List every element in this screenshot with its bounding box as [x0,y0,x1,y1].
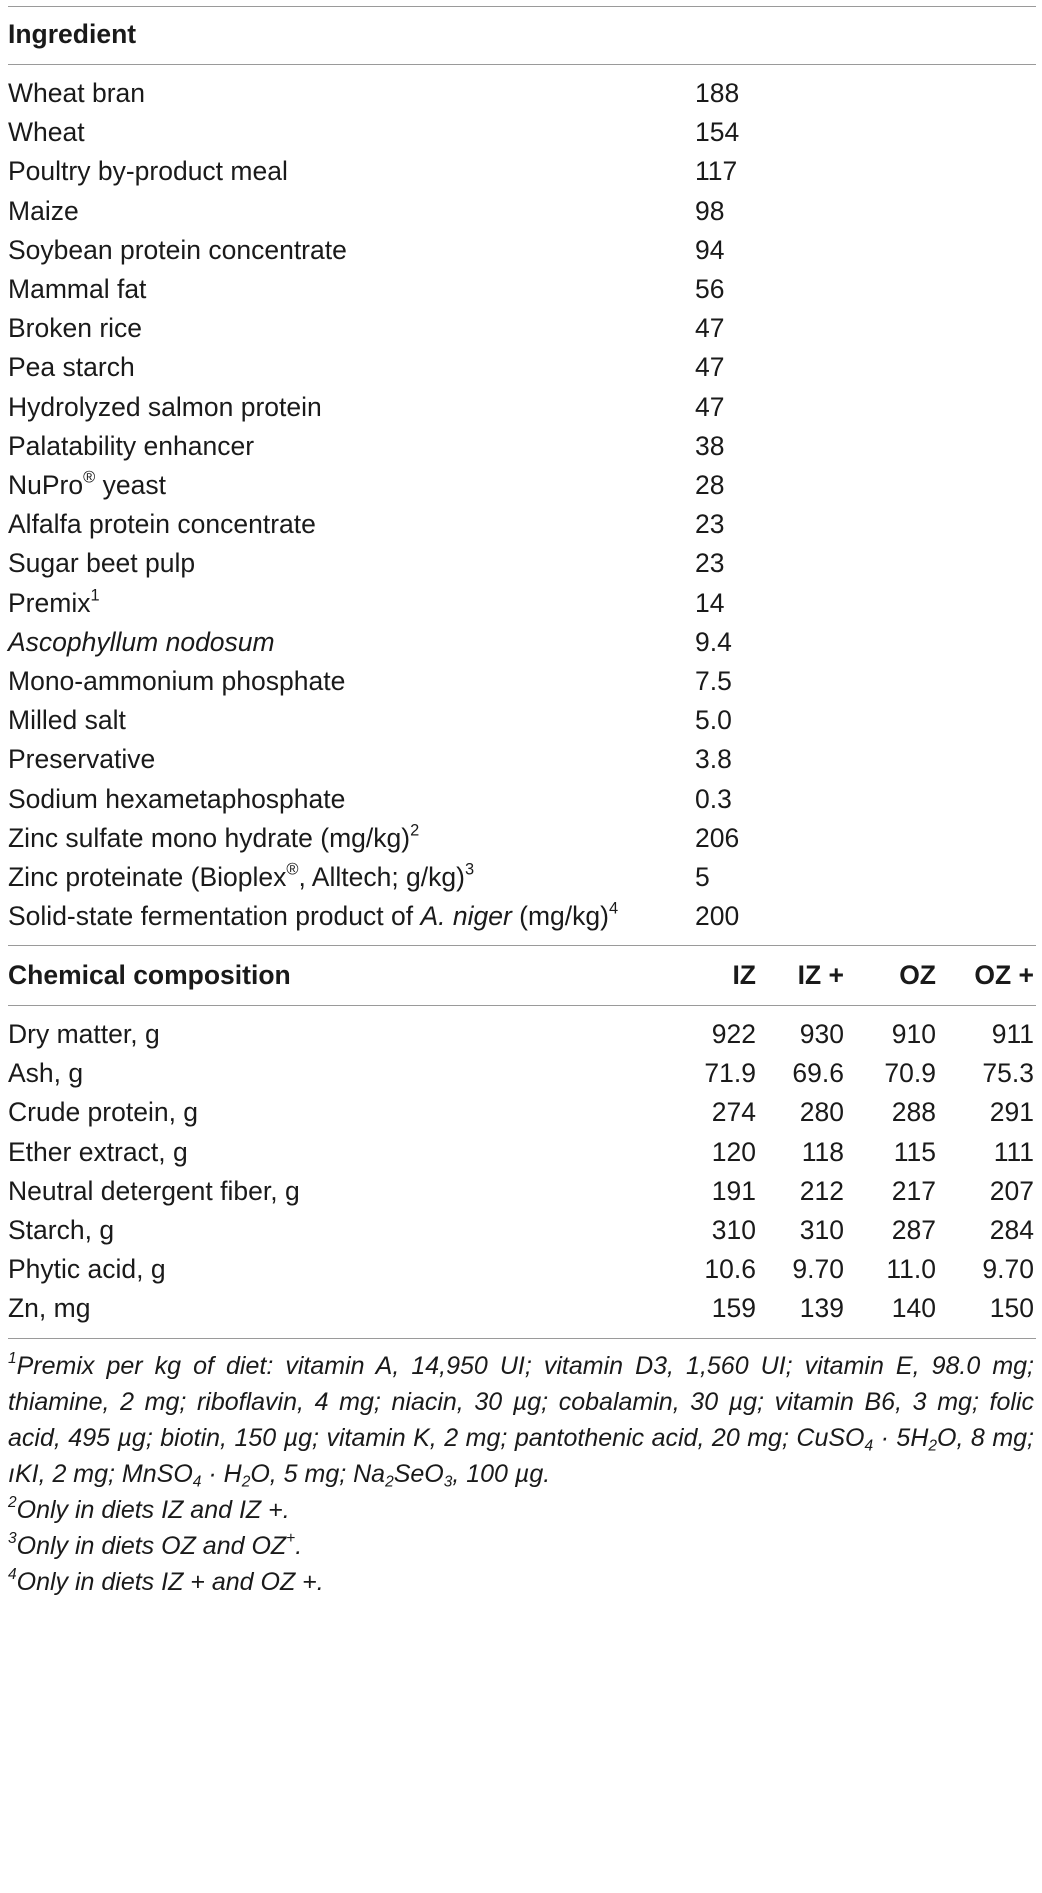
ingredient-row [8,860,1036,894]
ingredient-row [8,821,1036,855]
ingredient-row [8,350,1036,384]
ingredient-value: 14 [695,587,725,618]
col-header-oz-plus: OZ + [974,960,1034,990]
chemical-value: 111 [993,1136,1034,1167]
ingredient-row [8,468,1036,502]
chemical-name: Neutral detergent fiber, g [8,1175,300,1206]
ingredient-value: 5.0 [695,705,732,736]
ingredient-name: Poultry by-product meal [8,156,288,187]
ingredient-row [8,586,1036,620]
ingredient-value: 47 [695,352,725,383]
chemical-row [8,1095,1036,1129]
chemical-value: 217 [891,1175,936,1206]
chemical-value: 191 [711,1175,756,1206]
chemical-row [8,1213,1036,1247]
ingredient-row [8,664,1036,698]
section-rule [8,945,1036,946]
ingredient-row [8,742,1036,776]
chemical-value: 310 [799,1215,844,1245]
chemical-value: 288 [891,1097,936,1128]
ingredient-name: Sodium hexametaphosphate [8,783,346,814]
ingredient-row [8,546,1036,580]
ingredient-value: 23 [695,548,725,579]
ingredient-name: Palatability enhancer [8,430,255,461]
ingredient-row [8,311,1036,345]
chemical-row [8,1291,1036,1325]
chemical-name: Ether extract, g [8,1136,188,1167]
chemical-row [8,1252,1036,1286]
chemical-value: 11.0 [886,1254,936,1285]
chemical-value: 150 [989,1293,1034,1324]
ingredient-row [8,625,1036,659]
chemical-value: 120 [711,1136,756,1167]
chemical-value: 910 [891,1019,936,1049]
chemical-value: 9.70 [792,1254,844,1285]
ingredient-value: 56 [695,274,725,304]
ingredient-name: Maize [8,195,79,226]
ingredient-value: 7.5 [695,666,732,696]
ingredient-row [8,154,1036,188]
ingredient-value: 154 [695,117,740,148]
ingredient-value: 23 [695,509,725,540]
ingredient-name: Zinc proteinate (Bioplex®, Alltech; g/kg)$^3$ [8,860,475,892]
ingredient-value: 5 [695,862,710,892]
chemical-value: 9.70 [982,1254,1034,1285]
ingredient-name: NuPro® yeast [8,468,166,500]
ingredient-value: 94 [695,234,725,265]
chem-header-label: Chemical composition [8,960,291,990]
chemical-name: Crude protein, g [8,1097,199,1128]
chemical-name: Ash, g [8,1058,84,1089]
chemical-name: Phytic acid, g [8,1254,166,1285]
ingredient-row [8,233,1036,267]
ingredient-value: 98 [695,195,725,226]
ingredient-row [8,507,1036,541]
ingredient-value: 28 [695,470,725,500]
ingredient-row [8,703,1036,737]
ingredient-name: Ascophyllum nodosum [8,626,275,657]
chem-header-rule [8,1005,1036,1006]
ingredient-value: 47 [695,391,725,422]
chemical-value: 212 [799,1175,844,1206]
footnote-4: $^4$Only in diets IZ + and OZ +. [8,1566,324,1596]
footnote-1: $^1$Premix per kg of diet: vitamin A, 14,950 UI; vitamin D3, 1,560 UI; vitamin E, 98.0 mg; thiamine, 2 mg; riboflavin, 4 mg; niacin, 30 µg; cobalamin, 30 µg; vitamin B6, 3 mg; folic acid, 495 µg; biotin, 150 µg; vitamin K, 2 mg; pantothenic acid, 20 mg; CuSO$_4$ · $5H_2O$, 8 mg; ıKI, 2 mg; MnSO$_4$ · $H_2O$, 5 mg; $Na_2SeO_3$, 100 µg. [8,1350,1035,1491]
footnote-3: $^3$Only in diets OZ and OZ+. [8,1530,303,1560]
chemical-value: 75.3 [982,1058,1034,1089]
chem-header-row [8,958,1036,992]
chemical-row [8,1174,1036,1208]
chemical-row [8,1056,1036,1090]
ingredient-row [8,115,1036,149]
top-rule [8,6,1036,7]
ingredient-name: Milled salt [8,705,126,736]
chemical-value: 115 [893,1136,936,1167]
ingredient-name: Wheat bran [8,78,145,108]
ingredient-value: 47 [695,313,725,344]
chemical-value: 159 [711,1293,756,1324]
chemical-value: 140 [891,1293,936,1324]
ingredient-value: 3.8 [695,744,732,775]
chemical-name: Dry matter, g [8,1019,160,1049]
ingredient-value: 188 [695,78,740,108]
chemical-value: 911 [991,1019,1034,1049]
chemical-name: Zn, mg [8,1293,91,1324]
ingredient-row [8,76,1036,110]
chemical-value: 280 [799,1097,844,1128]
ingredient-value: 38 [695,430,725,461]
ingredient-row [8,194,1036,228]
ingredient-header-row [8,17,1036,51]
chemical-value: 69.6 [792,1058,844,1089]
ingredient-name: Wheat [8,117,85,148]
ingredient-value: 200 [695,901,740,932]
ingredient-name: Preservative [8,744,156,775]
chemical-value: 71.9 [704,1058,756,1089]
footnotes [8,1348,1034,1600]
ingredient-row [8,782,1036,816]
ingredient-value: 0.3 [695,783,732,814]
chemical-value: 274 [711,1097,756,1128]
chemical-value: 10.6 [704,1254,756,1285]
chemical-value: 70.9 [884,1058,936,1089]
chemical-value: 922 [711,1019,756,1049]
ingredient-name: Alfalfa protein concentrate [8,509,316,540]
ingredient-name: Sugar beet pulp [8,548,196,579]
ingredient-row [8,272,1036,306]
ingredient-value: 117 [695,156,738,187]
chemical-value: 930 [799,1019,844,1049]
ingredient-value: 206 [695,822,740,853]
ingredient-name: Premix$^1$ [8,586,100,618]
ingredient-value: 9.4 [695,626,732,657]
col-header-iz-plus: IZ + [797,960,844,990]
col-header-oz: OZ [899,960,936,990]
chemical-value: 284 [989,1215,1034,1245]
chemical-value: 118 [801,1136,844,1167]
chemical-value: 207 [989,1175,1034,1206]
ingredient-row [8,899,1036,933]
ingredient-name: Solid-state fermentation product of A. niger $(mg/kg)^4$ [8,899,619,932]
bottom-rule [8,1338,1036,1339]
ingredient-name: Hydrolyzed salmon protein [8,391,322,422]
ingredient-name: Zinc sulfate mono hydrate $(mg/kg)^2$ [8,821,420,853]
ingredient-header: Ingredient [8,19,137,49]
ingredient-name: Soybean protein concentrate [8,234,347,265]
ingredient-name: Mono-ammonium phosphate [8,666,346,696]
footnote-2: $^2$Only in diets IZ and IZ +. [8,1494,290,1524]
ingredient-name: Broken rice [8,313,143,344]
chemical-value: 291 [989,1097,1034,1128]
ingredient-row [8,429,1036,463]
chemical-name: Starch, g [8,1215,115,1245]
chemical-row [8,1017,1036,1051]
ingredient-name: Pea starch [8,352,135,383]
ingredient-name: Mammal fat [8,274,147,304]
chemical-row [8,1135,1036,1169]
header-rule [8,64,1036,65]
chemical-value: 139 [799,1293,844,1324]
chemical-value: 287 [891,1215,936,1245]
ingredient-row [8,390,1036,424]
chemical-value: 310 [711,1215,756,1245]
col-header-iz: IZ [732,960,756,990]
